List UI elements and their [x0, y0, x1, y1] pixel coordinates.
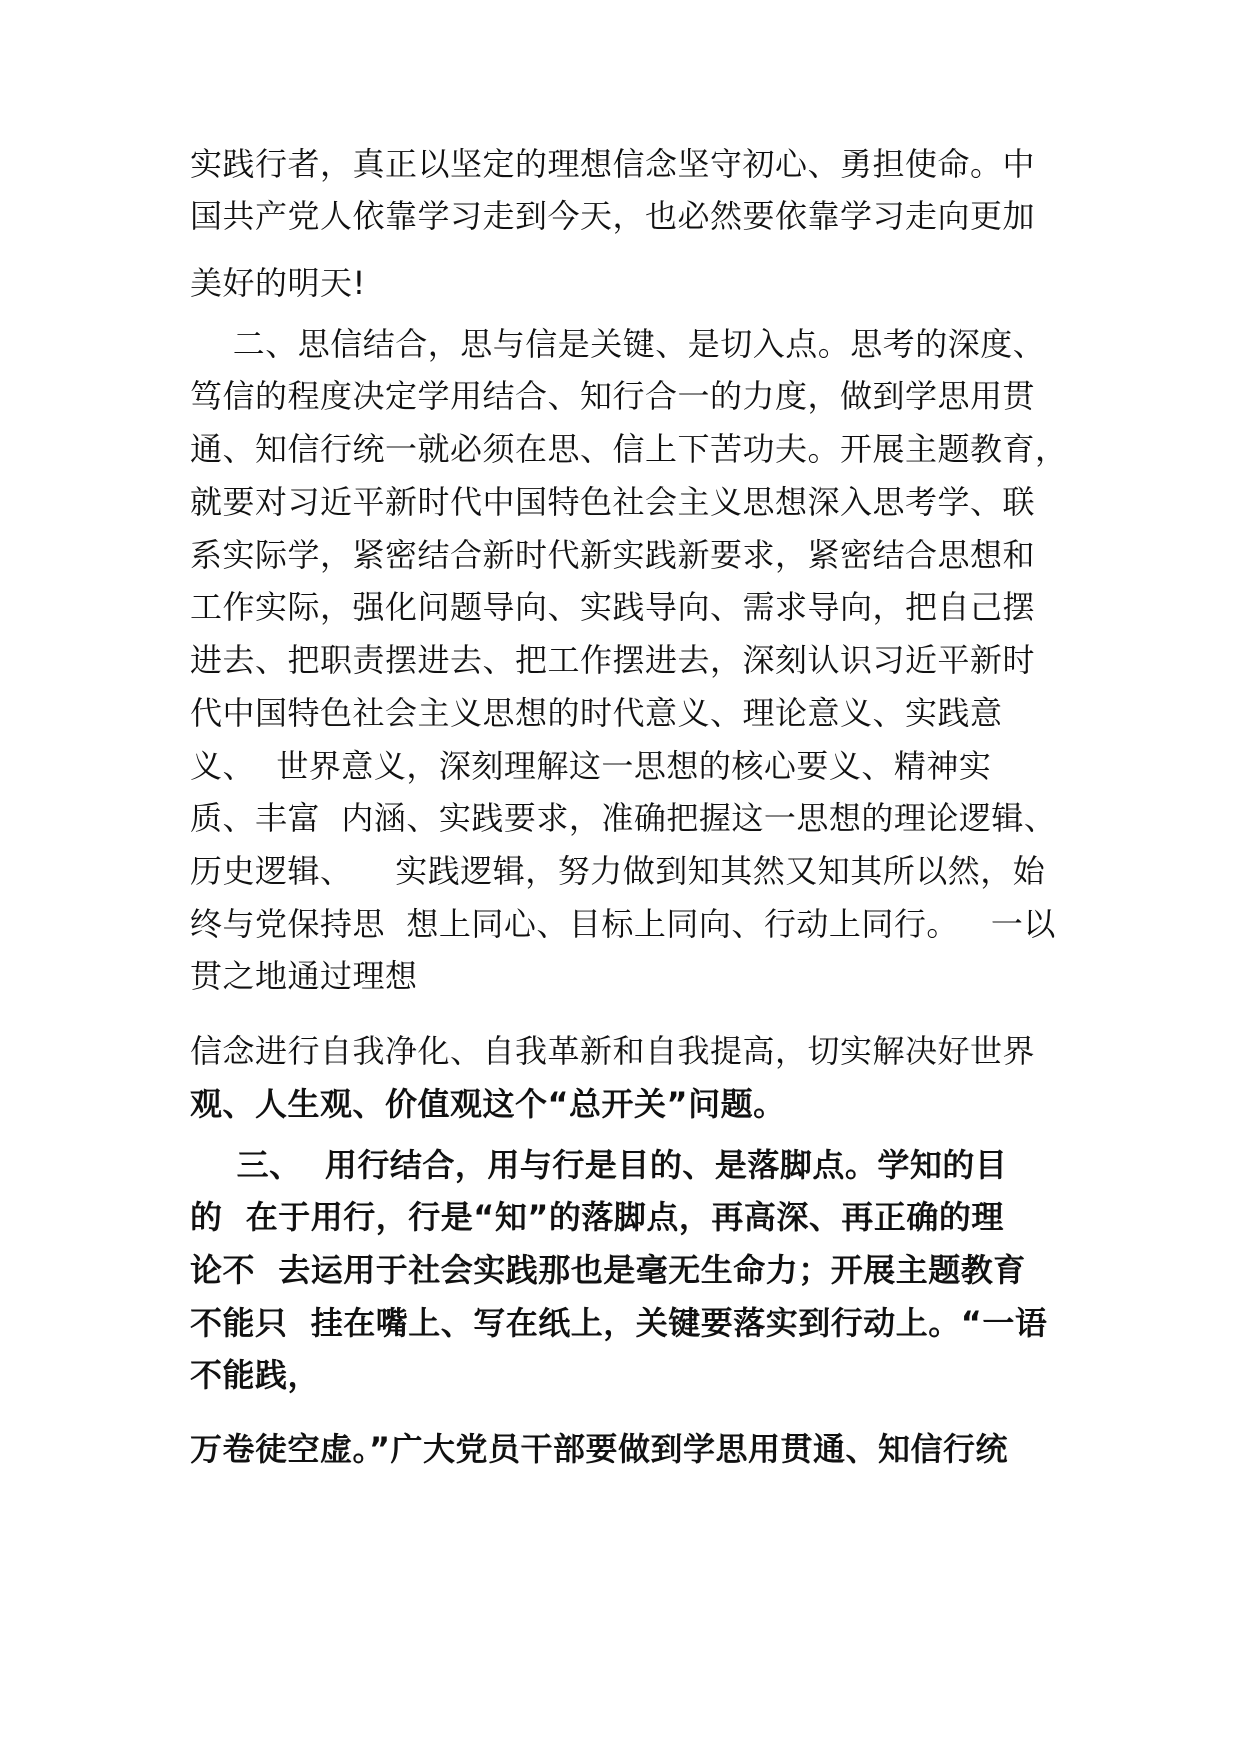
paragraph-2-heading: 二、思信结合，思与信是关键、是切入点。思考的深度、: [190, 325, 1046, 363]
text-line-bold: 不能践，: [190, 1356, 321, 1394]
text-line-bold: 的 在于用行，行是“知”的落脚点，再高深、再正确的理: [190, 1198, 1004, 1236]
text-line: 系实际学，紧密结合新时代新实践新要求，紧密结合思想和: [190, 536, 1036, 574]
text-line: 代中国特色社会主义思想的时代意义、理论意义、实践意: [190, 694, 1003, 732]
text-line: 进去、把职责摆进去、把工作摆进去，深刻认识习近平新时: [190, 641, 1036, 679]
text-line-bold: 论不 去运用于社会实践那也是毫无生命力；开展主题教育: [190, 1251, 1026, 1289]
text-line: 信念进行自我净化、自我革新和自我提高，切实解决好世界: [190, 1032, 1036, 1070]
text-line: 笃信的程度决定学用结合、知行合一的力度，做到学思用贯: [190, 377, 1036, 415]
text-line: 义、 世界意义，深刻理解这一思想的核心要义、精神实: [190, 747, 992, 785]
text-line: 实践行者，真正以坚定的理想信念坚守初心、勇担使命。中: [190, 145, 1036, 183]
text-line-bold: 不能只 挂在嘴上、写在纸上，关键要落实到行动上。“一语: [190, 1304, 1048, 1342]
text-line: 美好的明天!: [190, 264, 366, 302]
text-line: 国共产党人依靠学习走到今天，也必然要依靠学习走向更加: [190, 197, 1036, 235]
paragraph-3-heading: 三、 用行结合，用与行是目的、是落脚点。学知的目: [190, 1146, 1008, 1184]
text-line-bold: 观、人生观、价值观这个“总开关”问题。: [190, 1085, 786, 1123]
text-line: 工作实际，强化问题导向、实践导向、需求导向，把自己摆: [190, 588, 1036, 626]
text-line: 历史逻辑、 实践逻辑，努力做到知其然又知其所以然，始: [190, 852, 1046, 890]
text-line: 就要对习近平新时代中国特色社会主义思想深入思考学、联: [190, 483, 1036, 521]
text-line: 终与党保持思 想上同心、目标上同向、行动上同行。 一以: [190, 905, 1056, 943]
text-line-bold: 万卷徒空虚。”广大党员干部要做到学思用贯通、知信行统: [190, 1430, 1009, 1468]
text-line: 质、丰富 内涵、实践要求，准确把握这一思想的理论逻辑、: [190, 799, 1057, 837]
text-line: 通、知信行统一就必须在思、信上下苦功夫。开展主题教育，: [190, 430, 1068, 468]
text-line: 贯之地通过理想: [190, 957, 418, 995]
